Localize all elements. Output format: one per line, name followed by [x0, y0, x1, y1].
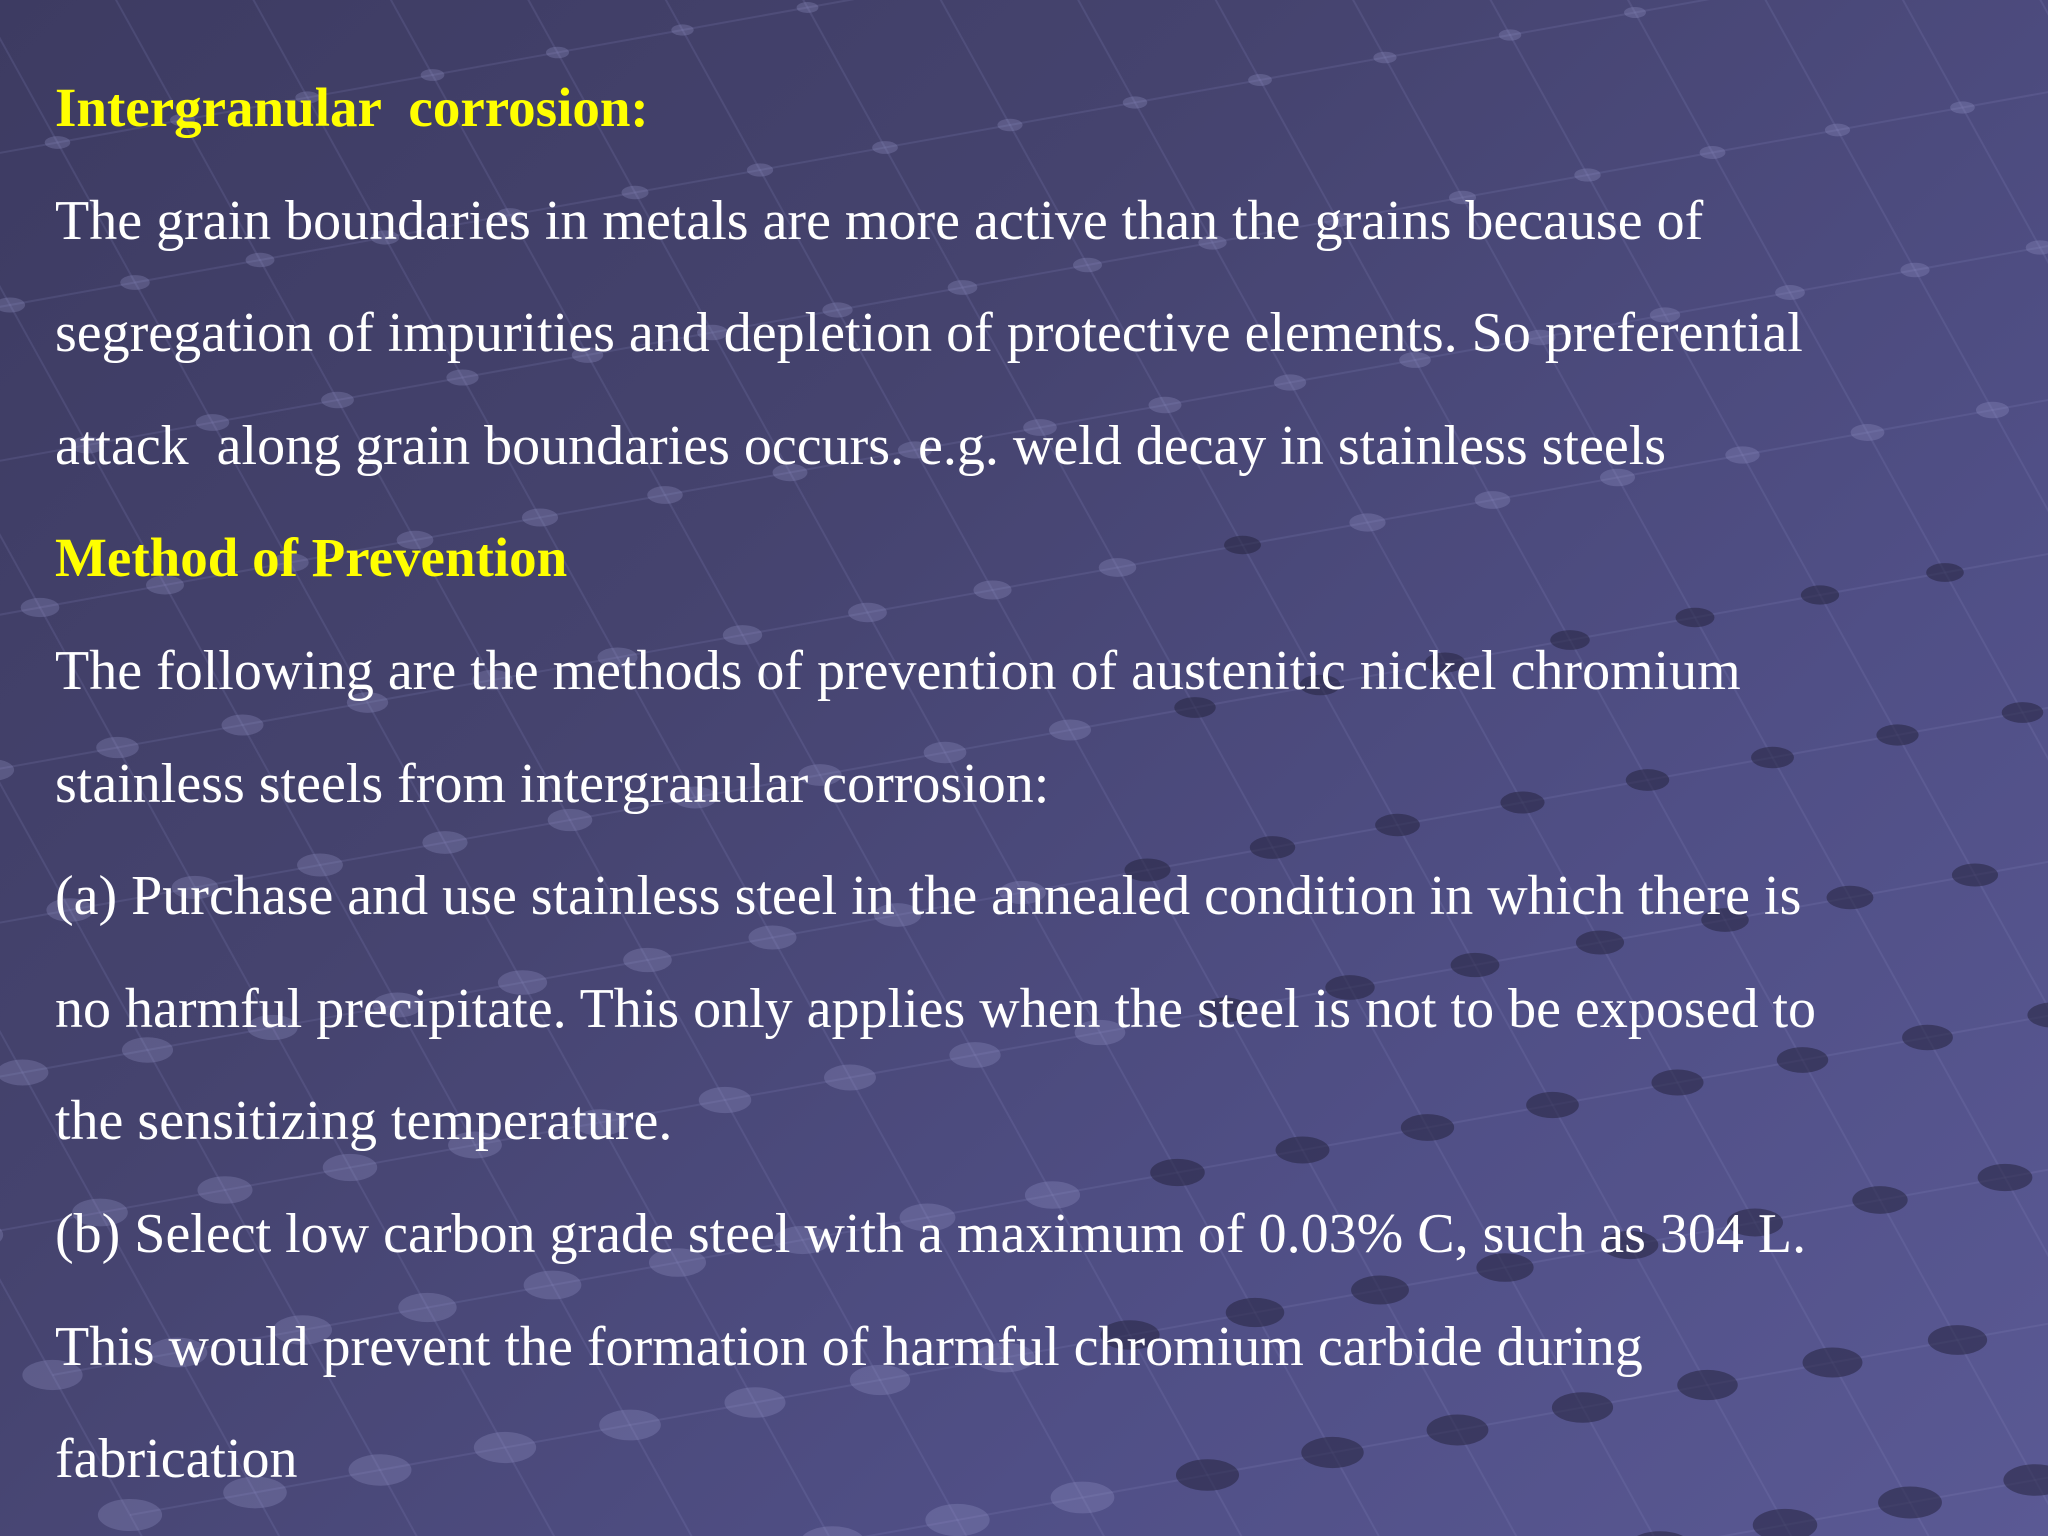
grid-dot [21, 598, 60, 617]
intergranular-text-line: attack along grain boundaries occurs. e.g. weld decay in stainless steels [55, 414, 1667, 477]
heading-intergranular-corrosion: Intergranular corrosion: [55, 77, 649, 138]
grid-dot [671, 24, 693, 35]
intergranular-text-line: segregation of impurities and depletion of protective elements. So preferential [55, 302, 1803, 365]
slide-content [55, 52, 2030, 1516]
prevention-intro-line: The following are the methods of prevention of austenitic nickel chromium [55, 639, 1741, 702]
grid-dot [797, 2, 819, 13]
method-a-line: no harmful precipitate. This only applies when the steel is not to be exposed to [55, 977, 1817, 1040]
grid-dot [0, 1221, 3, 1249]
grid-dot [1624, 7, 1646, 18]
prevention-intro-line: stainless steels from intergranular corrosion: [55, 752, 1050, 815]
method-b-line: fabrication [55, 1428, 298, 1491]
grid-dot [1499, 29, 1522, 40]
grid-dot [0, 759, 14, 781]
intergranular-text-line: The grain boundaries in metals are more active than the grains because of [55, 189, 1704, 252]
method-a-line: the sensitizing temperature. [55, 1090, 673, 1153]
method-a-line: (a) Purchase and use stainless steel in the annealed condition in which there is [55, 865, 1802, 928]
method-b-line: This would prevent the formation of harmful chromium carbide during [55, 1315, 1643, 1378]
method-b-line: (b) Select low carbon grade steel with a maximum of 0.03% C, such as 304 L. [55, 1202, 1807, 1265]
grid-dot [0, 297, 25, 312]
grid-dot [2027, 1002, 2048, 1027]
grid-dot [800, 1526, 865, 1536]
heading-method-of-prevention: Method of Prevention [55, 527, 568, 589]
grid-dot [1627, 1531, 1692, 1536]
grid-dot [0, 1060, 48, 1086]
